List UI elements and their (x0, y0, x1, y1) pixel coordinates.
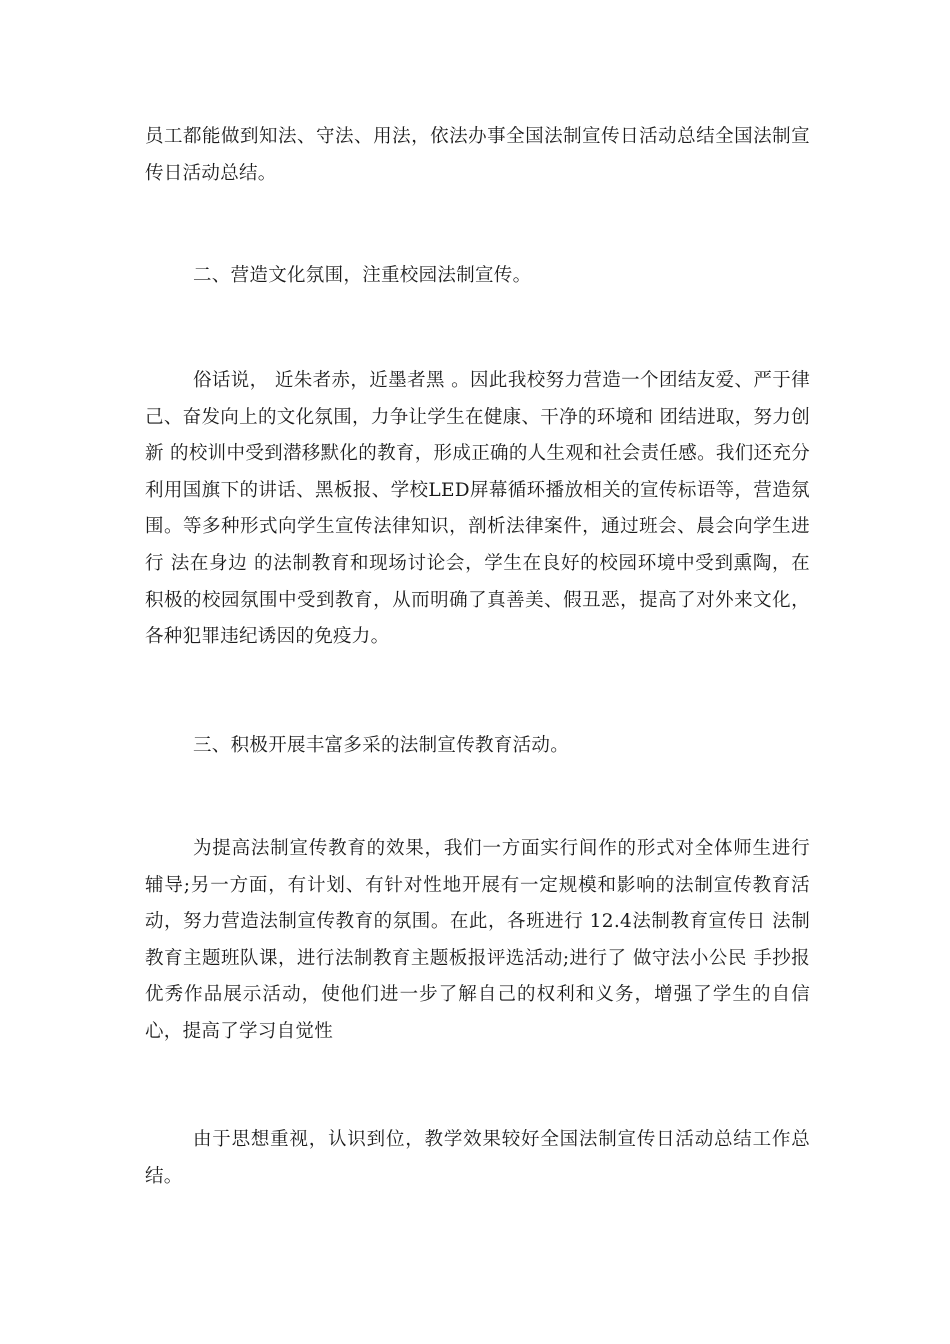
paragraph-education-activities: 为提高法制宣传教育的效果，我们一方面实行间作的形式对全体师生进行辅导;另一方面，有计划、有针对性地开展有一定规模和影响的法制宣传教育活动，努力营造法制宣传教育的氛围。在此，各班进行 12.4法制教育宣传日 法制教育主题班队课，进行法制教育主题板报评选活动;进行了 做守法小公民 手抄报优秀作品展示活动，使他们进一步了解自己的权利和义务，增强了学生的自信心，提高了学习自觉性 (145, 838, 810, 1042)
paragraph-continuation: 员工都能做到知法、守法、用法，依法办事全国法制宣传日活动总结全国法制宣传日活动总结。 (145, 126, 810, 184)
paragraph-conclusion: 由于思想重视，认识到位，教学效果较好全国法制宣传日活动总结工作总结。 (145, 1129, 810, 1187)
paragraph-campus-culture: 俗话说， 近朱者赤，近墨者黑 。因此我校努力营造一个团结友爱、严于律己、奋发向上的文化氛围，力争让学生在健康、干净的环境和 团结进取，努力创新 的校训中受到潜移默化的教育，形成正确的人生观和社会责任感。我们还充分利用国旗下的讲话、黑板报、学校LED屏幕循环播放相关的宣传标语等，营造氛围。等多种形式向学生宣传法律知识，剖析法律案件，通过班会、晨会向学生进行 法在身边 的法制教育和现场讨论会，学生在良好的校园环境中受到熏陶，在积极的校园氛围中受到教育，从而明确了真善美、假丑恶，提高了对外来文化，各种犯罪违纪诱因的免疫力。 (145, 370, 810, 648)
section-heading-3: 三、积极开展丰富多采的法制宣传教育活动。 (193, 735, 570, 756)
section-heading-2: 二、营造文化氛围，注重校园法制宣传。 (193, 265, 532, 286)
